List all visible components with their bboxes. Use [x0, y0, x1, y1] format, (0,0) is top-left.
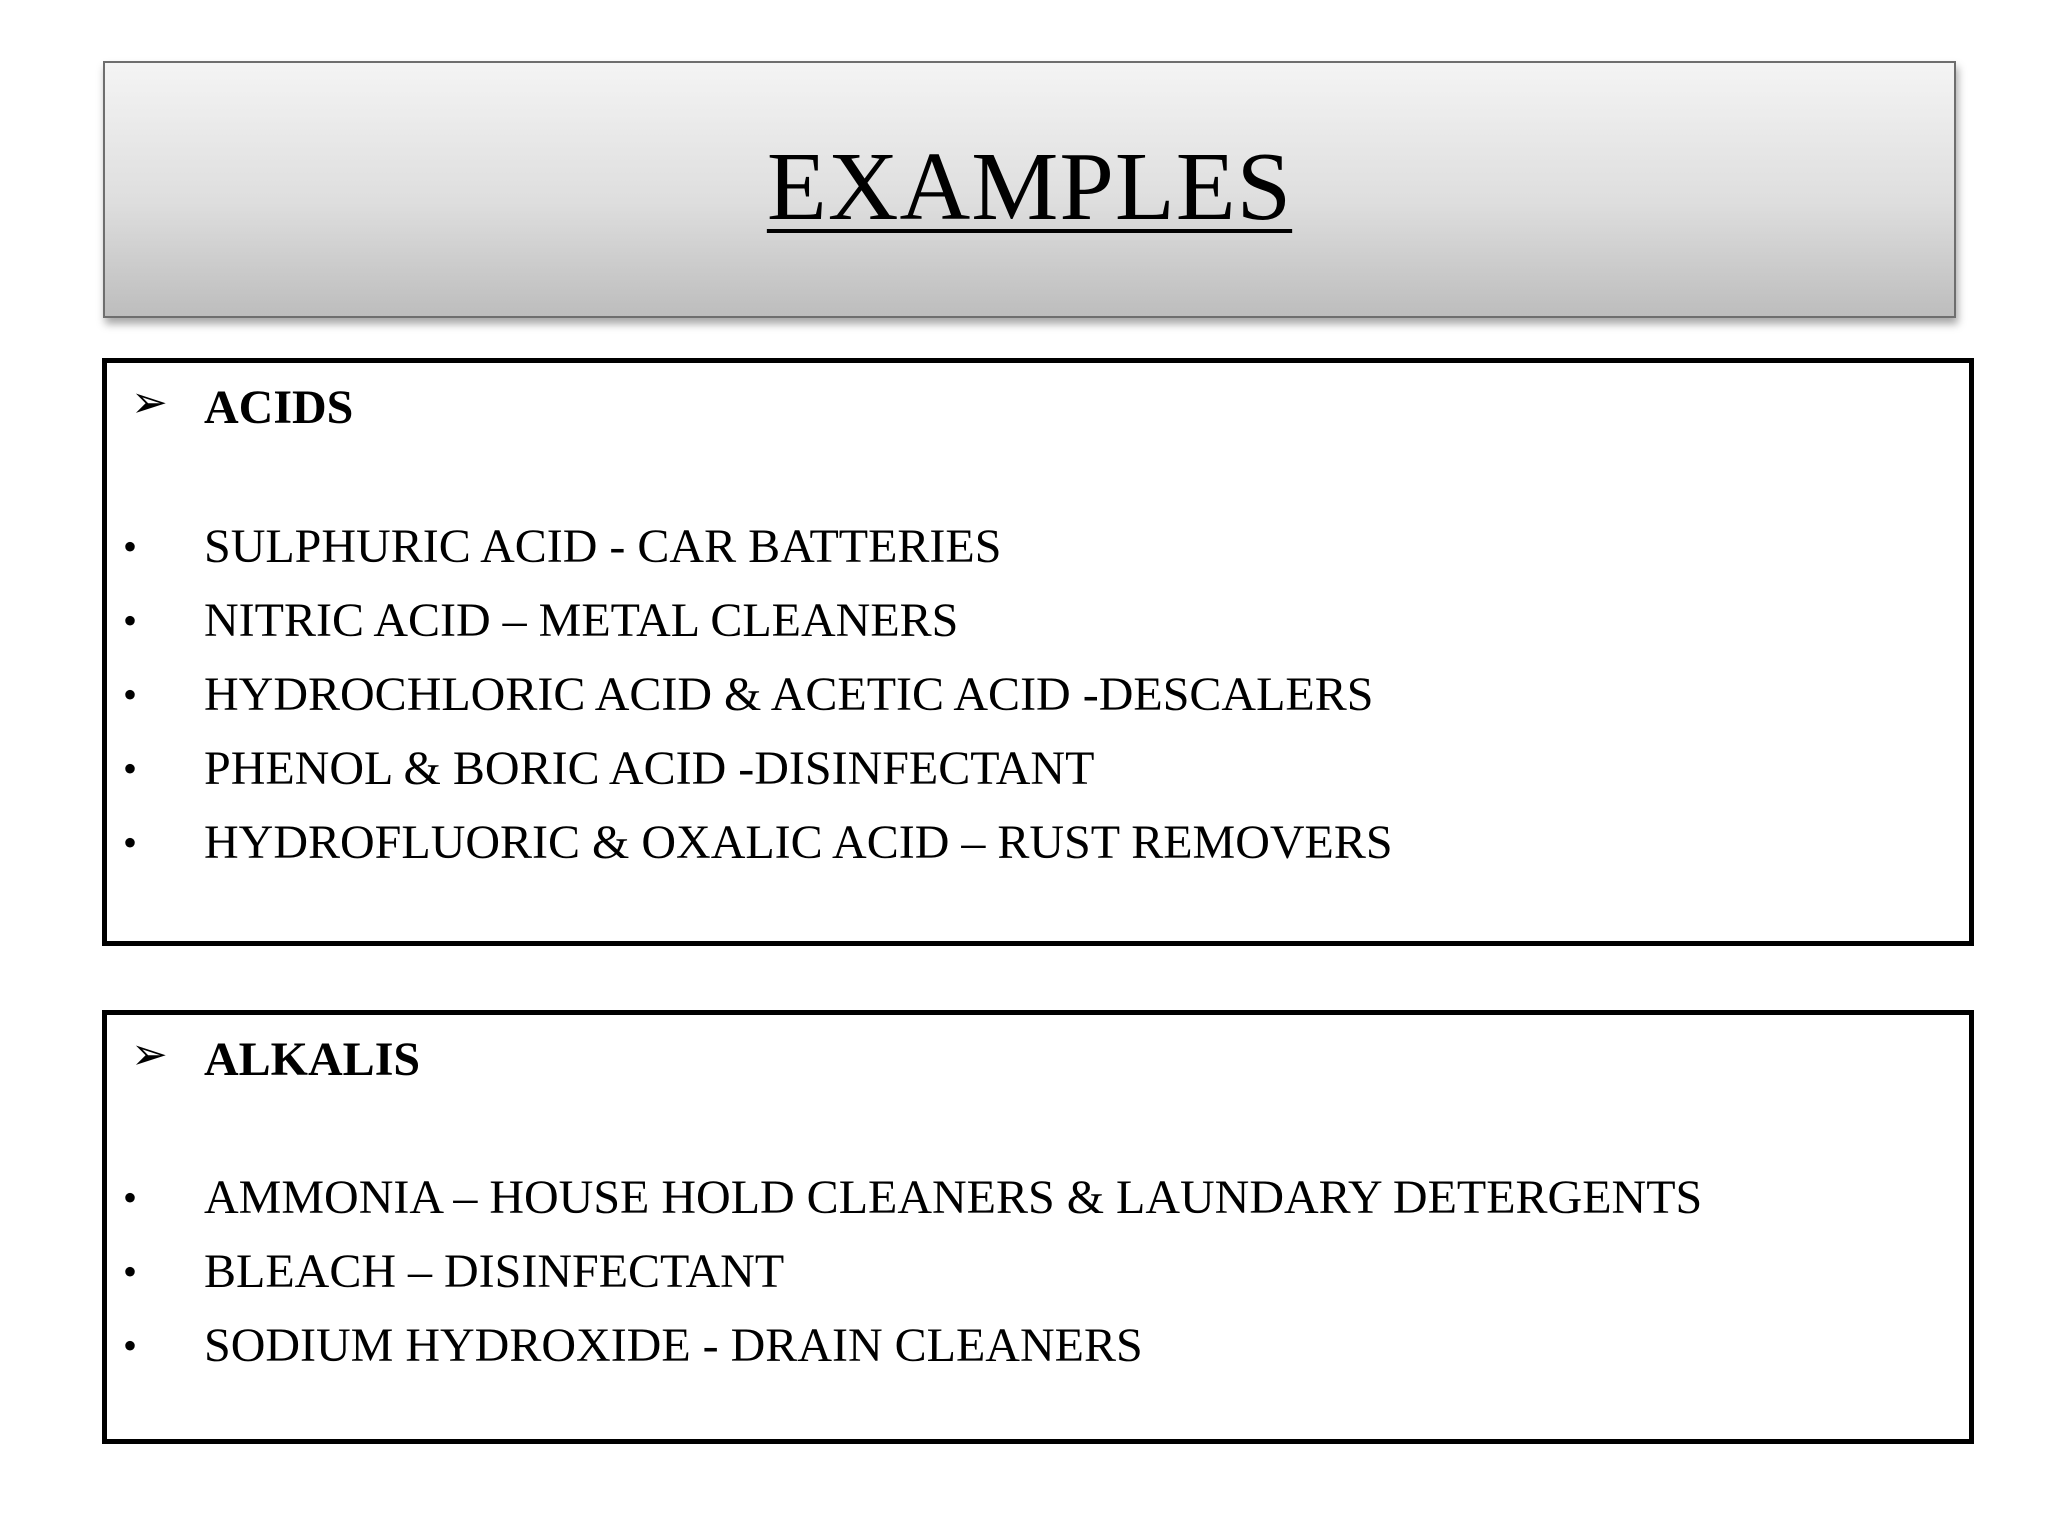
- alkalis-list: [107, 1161, 1969, 1383]
- alkalis-heading: ALKALIS: [204, 1033, 421, 1086]
- list-item: [107, 584, 1969, 658]
- list-item-text: NITRIC ACID – METAL CLEANERS: [204, 594, 959, 647]
- bullet-icon: •: [123, 672, 138, 717]
- list-item-text: HYDROCHLORIC ACID & ACETIC ACID -DESCALERS: [204, 668, 1374, 721]
- list-item-text: PHENOL & BORIC ACID -DISINFECTANT: [204, 742, 1095, 795]
- list-item: [107, 658, 1969, 732]
- arrow-bullet-icon: ➢: [131, 1029, 168, 1080]
- list-item: [107, 1161, 1969, 1235]
- bullet-icon: •: [123, 524, 138, 569]
- list-item: [107, 806, 1969, 880]
- bullet-icon: •: [123, 1175, 138, 1220]
- list-item: [107, 1235, 1969, 1309]
- list-item-text: SULPHURIC ACID - CAR BATTERIES: [204, 520, 1002, 573]
- bullet-icon: •: [123, 598, 138, 643]
- list-item: [107, 510, 1969, 584]
- bullet-icon: •: [123, 1323, 138, 1368]
- page-title: EXAMPLES: [766, 132, 1293, 241]
- bullet-icon: •: [123, 820, 138, 865]
- list-item-text: HYDROFLUORIC & OXALIC ACID – RUST REMOVERS: [204, 816, 1393, 869]
- list-item: [107, 732, 1969, 806]
- title-banner: [103, 61, 1956, 318]
- list-item-text: BLEACH – DISINFECTANT: [204, 1245, 785, 1298]
- list-item-text: AMMONIA – HOUSE HOLD CLEANERS & LAUNDARY DETERGENTS: [204, 1171, 1703, 1224]
- bullet-icon: •: [123, 1249, 138, 1294]
- bullet-icon: •: [123, 746, 138, 791]
- alkalis-panel: [102, 1010, 1974, 1444]
- list-item: [107, 1309, 1969, 1383]
- acids-list: [107, 510, 1969, 880]
- arrow-bullet-icon: ➢: [131, 377, 168, 428]
- list-item-text: SODIUM HYDROXIDE - DRAIN CLEANERS: [204, 1319, 1143, 1372]
- acids-panel: [102, 358, 1974, 946]
- acids-heading: ACIDS: [204, 381, 354, 434]
